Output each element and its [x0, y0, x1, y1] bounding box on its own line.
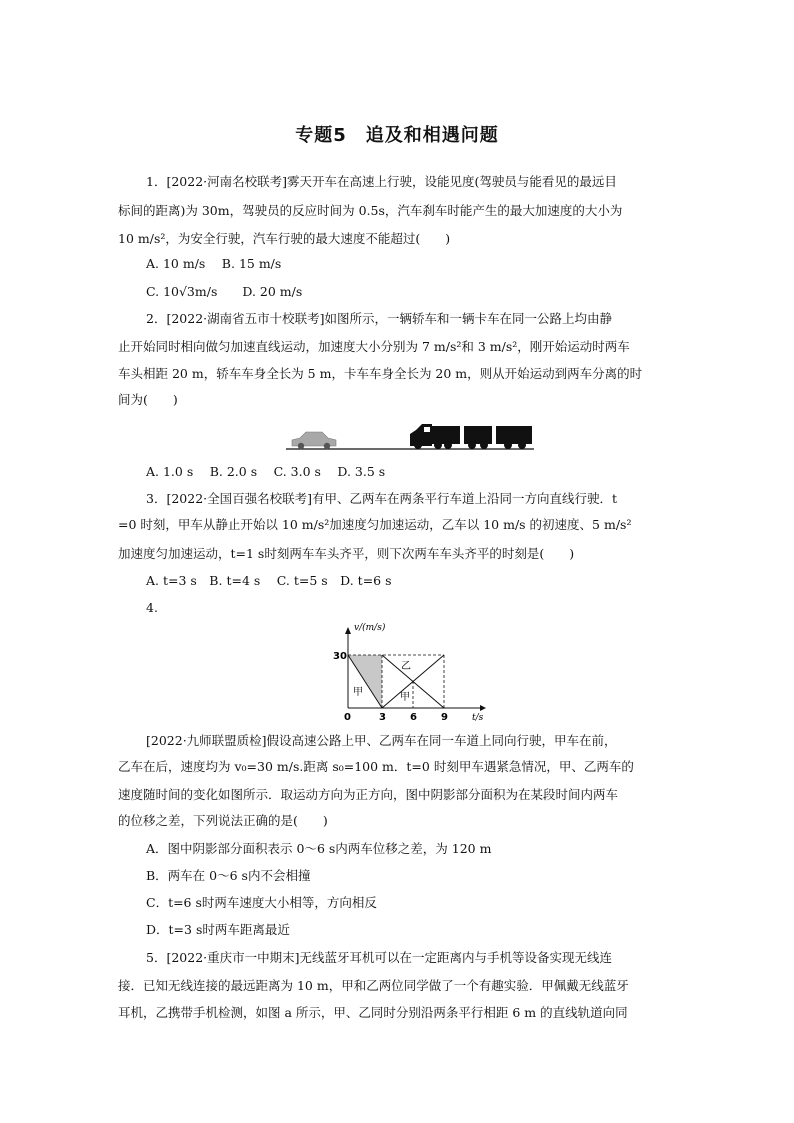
q3-line-1: 3．[2022·全国百强名校联考]有甲、乙两车在两条平行车道上沿同一方向直线行驶．t — [146, 491, 618, 506]
x-tick-9: 9 — [441, 712, 448, 722]
q2-line-2: 止开始同时相向做匀加速直线运动，加速度大小分别为 7 m/s²和 3 m/s²，刚开始运动时两车 — [118, 339, 630, 354]
q1-line-1: 1．[2022·河南名校联考]雾天开车在高速上行驶，设能见度(驾驶员与能看见的最远目 — [146, 174, 617, 189]
q4-line-4: 的位移之差，下列说法正确的是( ) — [118, 813, 328, 828]
q3-line-3: 加速度匀加速运动，t=1 s时刻两车车头齐平，则下次两车车头齐平的时刻是( ) — [118, 546, 575, 561]
car-truck-figure — [286, 416, 536, 452]
q4-option-a: A．图中阴影部分面积表示 0～6 s内两车位移之差，为 120 m — [146, 841, 492, 856]
x-axis-arrow — [480, 705, 486, 711]
y-axis-arrow — [345, 627, 351, 634]
q4-line-2: 乙车在后，速度均为 v₀=30 m/s.距离 s₀=100 m．t=0 时刻甲车遇紧急情况，甲、乙两车的 — [118, 759, 634, 774]
x-axis-label: t/s — [472, 713, 484, 722]
y-axis-label: v/(m/s) — [354, 623, 386, 633]
x-tick-0: 0 — [344, 712, 351, 722]
q4-number: 4. — [146, 600, 158, 615]
q5-line-1: 5．[2022·重庆市一中期末]无线蓝牙耳机可以在一定距离内与手机等设备实现无线连 — [146, 950, 612, 965]
q2-options: A. 1.0 s B. 2.0 s C. 3.0 s D. 3.5 s — [146, 464, 386, 479]
page-title: 专题5 追及和相遇问题 — [295, 125, 499, 146]
q1-options-cd — [146, 282, 302, 302]
q1-options-ab: A. 10 m/s B. 15 m/s — [146, 256, 282, 271]
q1-line-2: 标间的距离)为 30m，驾驶员的反应时间为 0.5s，汽车刹车时能产生的最大加速度的大小为 — [118, 203, 623, 218]
y-tick-30: 30 — [333, 651, 347, 662]
q1-option-d: D. 20 m/s — [242, 284, 303, 299]
q4-option-c: C．t=6 s时两车速度大小相等，方向相反 — [146, 895, 377, 910]
q1-option-c: C. 10√3m/s — [146, 284, 218, 299]
q5-line-3: 耳机，乙携带手机检测，如图 a 所示，甲、乙同时分别沿两条平行相距 6 m 的直线轨道向同 — [118, 1005, 628, 1020]
car-icon — [292, 432, 336, 449]
q3-options: A. t=3 s B. t=4 s C. t=5 s D. t=6 s — [146, 573, 392, 588]
label-yi: 乙 — [401, 661, 411, 672]
q4-option-d: D．t=3 s时两车距离最近 — [146, 922, 290, 937]
q5-line-2: 接．已知无线连接的最远距离为 10 m，甲和乙两位同学做了一个有趣实验．甲佩戴无线蓝牙 — [118, 978, 629, 993]
q2-line-3: 车头相距 20 m，轿车车身全长为 5 m，卡车车身全长为 20 m，则从开始运动到两车分离的时 — [118, 366, 643, 381]
q4-line-1: [2022·九师联盟质检]假设高速公路上甲、乙两车在同一车道上同向行驶，甲车在前， — [146, 733, 617, 748]
q4-option-b: B．两车在 0～6 s内不会相撞 — [146, 868, 311, 883]
truck-icon — [410, 424, 532, 449]
x-tick-6: 6 — [410, 712, 417, 722]
label-jia-right: 甲 — [400, 692, 410, 703]
q2-line-1: 2．[2022·湖南省五市十校联考]如图所示，一辆轿车和一辆卡车在同一公路上均由静 — [146, 311, 612, 326]
q3-line-2: =0 时刻，甲车从静止开始以 10 m/s²加速度匀加速运动，乙车以 10 m/s 的初速度、5 m/s² — [118, 517, 632, 532]
q4-line-3: 速度随时间的变化如图所示．取运动方向为正方向，图中阴影部分面积为在某段时间内两车 — [118, 787, 619, 802]
q1-line-3: 10 m/s²，为安全行驶，汽车行驶的最大速度不能超过( ) — [118, 231, 451, 246]
x-tick-3: 3 — [379, 712, 386, 722]
label-jia-left: 甲 — [353, 687, 363, 698]
q2-line-4: 间为( ) — [118, 392, 178, 407]
velocity-time-graph — [320, 622, 500, 722]
